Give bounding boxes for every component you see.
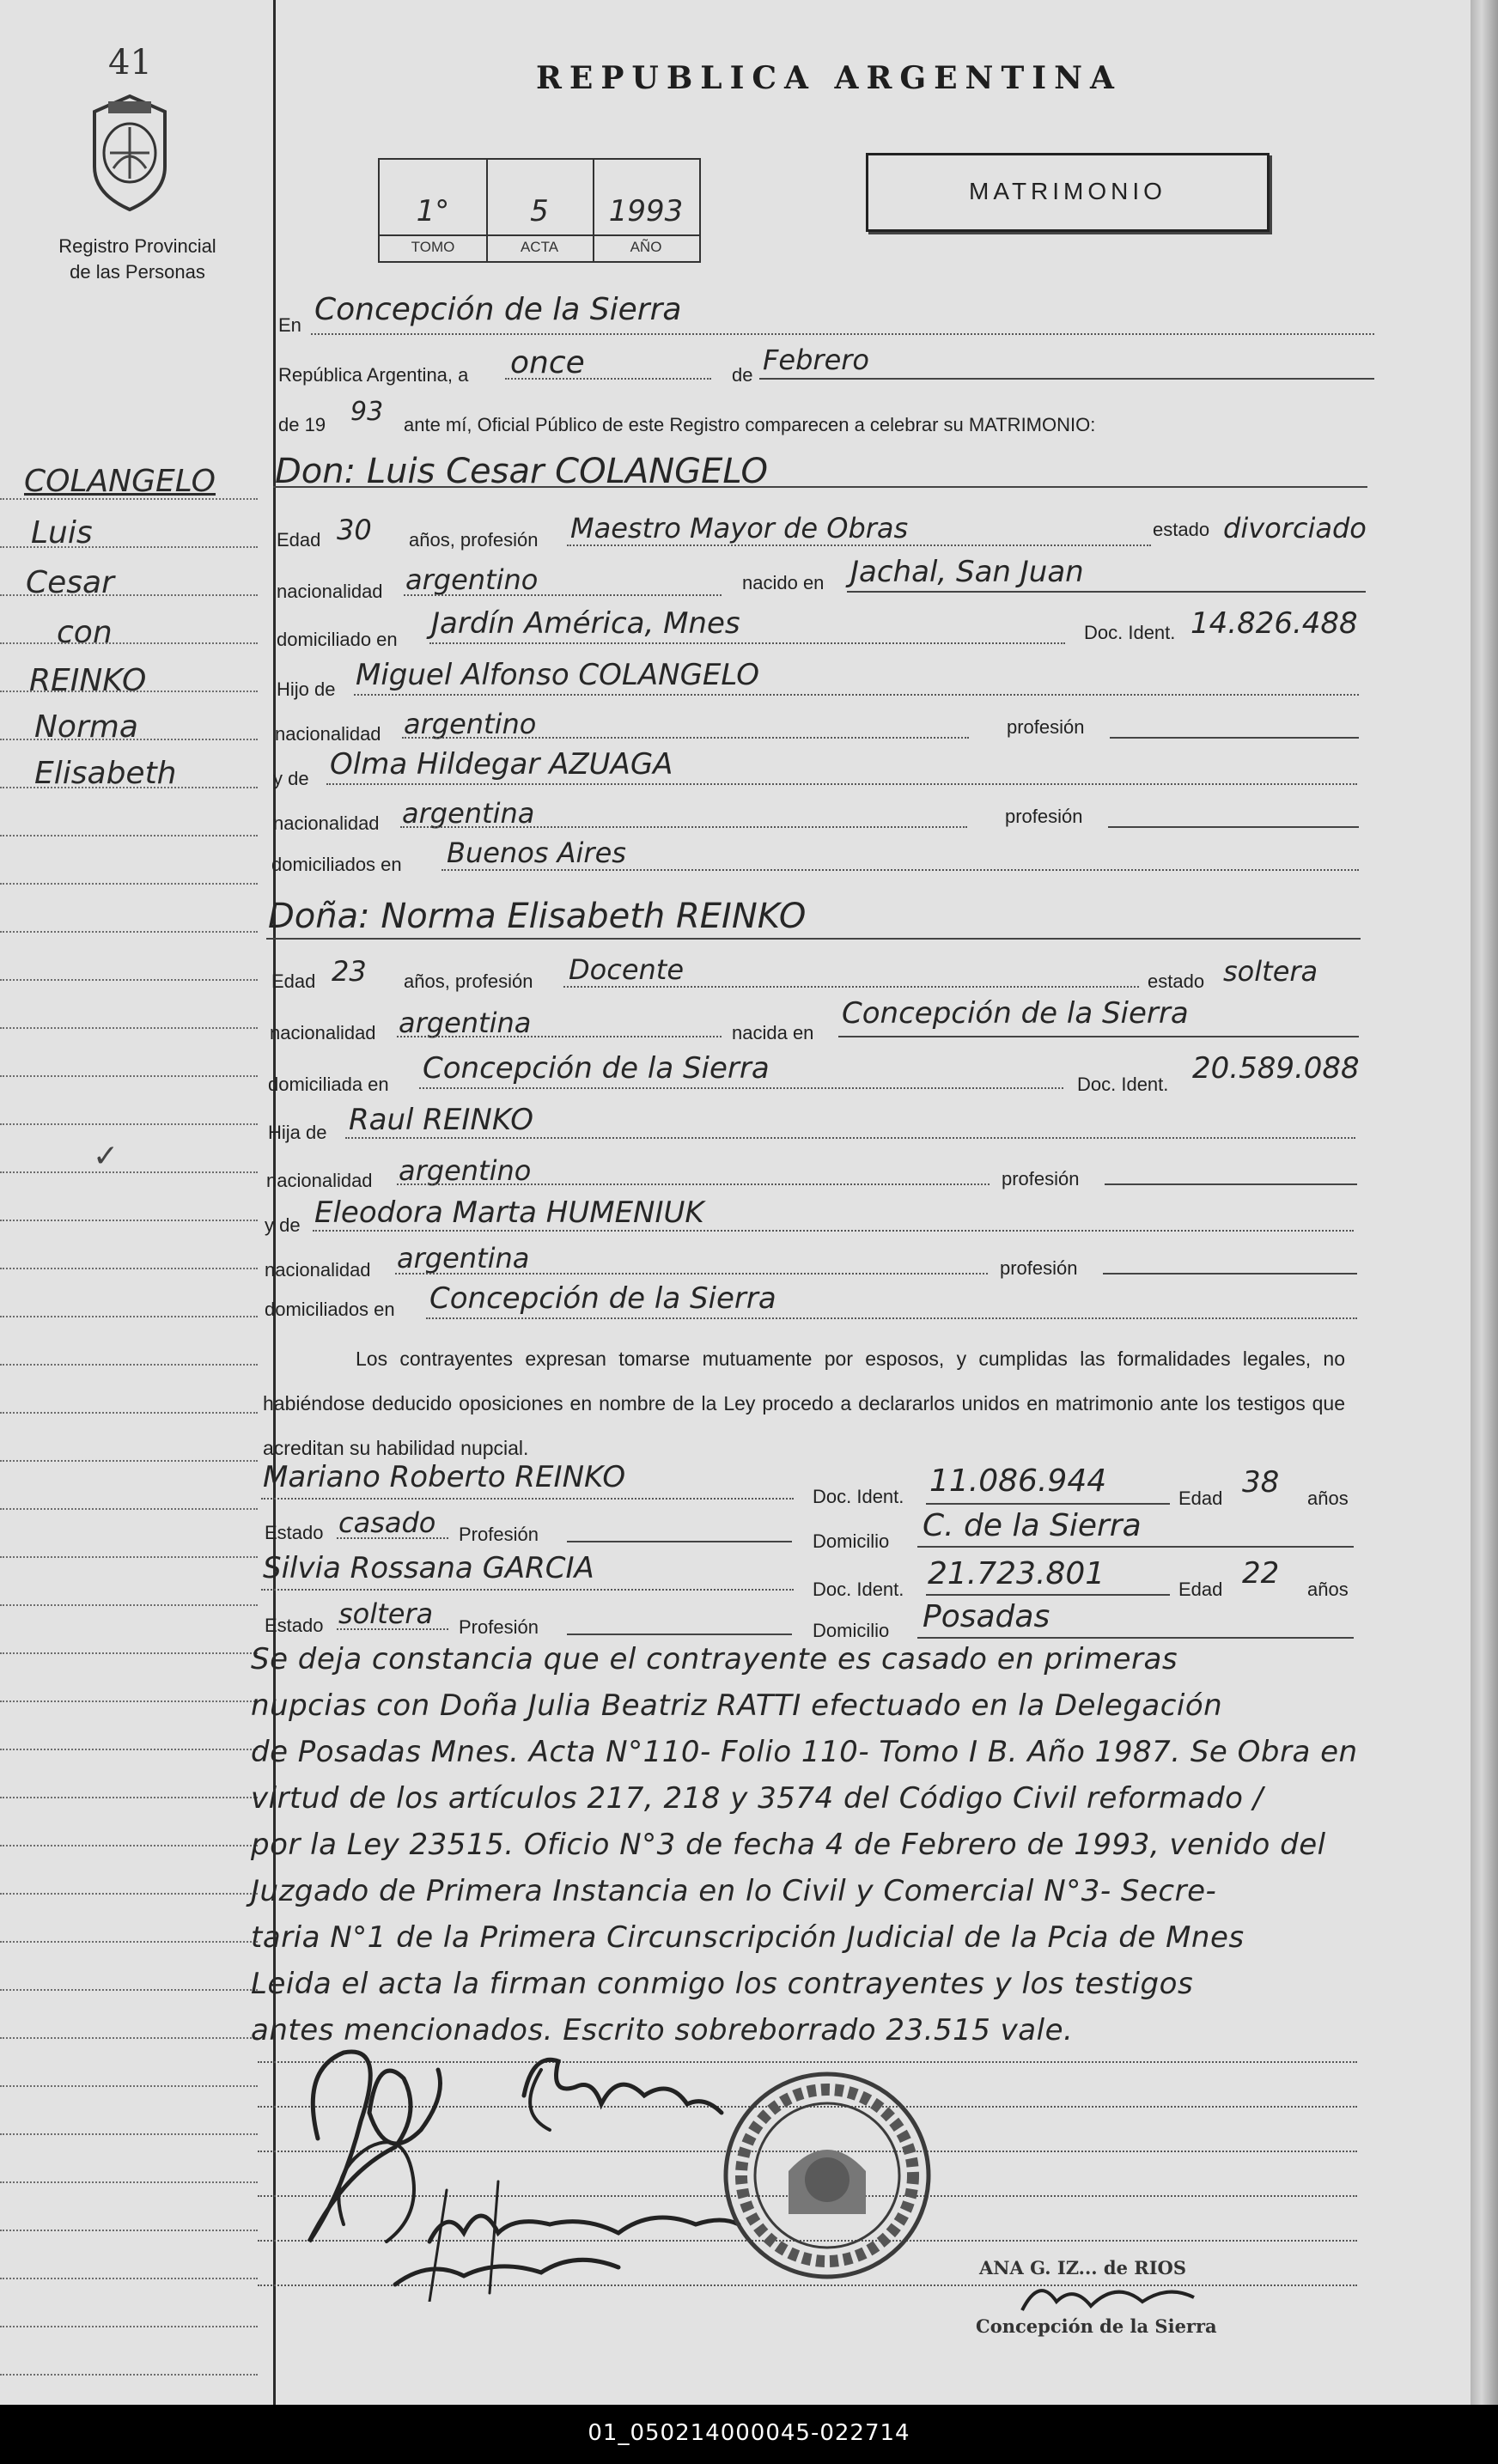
bride-doc-label: Doc. Ident. [1077,1074,1169,1095]
rule-bride-parents-domicile [426,1317,1357,1319]
provincial-coat-of-arms-icon [82,93,177,213]
rule-witness2-name [261,1589,794,1591]
bride-yde-label: y de [265,1214,301,1236]
tomo-label: TOMO [380,234,486,256]
groom-father-profesion-label: profesión [1007,716,1085,738]
witness1-profesion-label: Profesión [459,1524,539,1545]
act-reference-box [378,158,701,263]
anio-label: AÑO [593,234,699,256]
rule-bride [266,938,1361,940]
groom-estado-label: estado [1153,519,1210,540]
margin-rule [0,594,258,596]
groom-nacido-label: nacido en [742,572,825,593]
rule-groom-domicile [429,642,1065,644]
record-type-label: MATRIMONIO [969,178,1166,204]
margin-rule [0,2181,258,2183]
note-line-5: por la Ley 23515. Oficio N°3 de fecha 4 de Febrero de 1993, venido del [251,1828,1326,1862]
witness2-age: 22 [1242,1556,1280,1591]
witness1-domicilio-label: Domicilio [813,1530,890,1552]
margin-rule [0,2326,258,2327]
bride-parents-domicile: Concepción de la Sierra [429,1281,776,1316]
tomo-cell [380,160,488,261]
margin-rule [0,1556,258,1558]
acta-label: ACTA [486,234,593,256]
margin-rule [0,979,258,981]
groom-marital-status: divorciado [1223,512,1367,545]
margin-rule [0,1941,258,1943]
rule-groom-profession [567,545,1151,546]
bride-age: 23 [332,955,367,988]
rule-witness2-status [337,1628,448,1630]
official-signature [1014,2267,1203,2319]
note-line-8: Leida el acta la firman conmigo los contrayentes y los testigos [251,1967,1194,2001]
bride-domiciliada-label: domiciliada en [268,1074,389,1095]
groom-anos-profesion-label: años, profesión [409,529,539,551]
margin-rule [0,2085,258,2087]
groom-father: Miguel Alfonso COLANGELO [356,658,760,692]
margin-rule [0,1845,258,1846]
margin-rule [0,2374,258,2376]
rule-bride-father-profession [1105,1183,1357,1185]
margin-check-mark: ✓ [93,1138,119,1173]
groom-birthplace: Jachal, San Juan [850,555,1084,589]
bride-anos-profesion-label: años, profesión [404,970,533,992]
margin-groom-first-name: Luis [31,515,93,551]
groom-heading: Don: Luis Cesar COLANGELO [275,452,768,491]
page-number: 41 [108,43,152,82]
margin-bride-surname: REINKO [29,663,147,698]
official-place: Concepción de la Sierra [976,2315,1217,2337]
rule-groom-father [354,694,1359,696]
margin-rule [0,1171,258,1173]
margin-rule [0,739,258,740]
book-edge [1471,0,1498,2405]
groom-doc-label: Doc. Ident. [1084,622,1176,643]
groom-yde-label: y de [273,768,309,789]
groom-father-nacionalidad-label: nacionalidad [275,723,381,745]
rule-groom-parents-domicile [441,869,1359,871]
bride-mother-nationality: argentina [397,1242,530,1275]
bride-domiciliados-label: domiciliados en [265,1299,395,1320]
note-line-4: virtud de los artículos 217, 218 y 3574 del Código Civil reformado / [251,1781,1264,1816]
ceremony-month: Febrero [763,344,869,376]
witness2-doc: 21.723.801 [928,1556,1105,1591]
declaration-paragraph: Los contrayentes expresan tomarse mutuamente por esposos, y cumplidas las formalidades legales, no habiéndose deducido oposiciones en nombre de la Ley procedo a declararlos unidos en matrimonio ante los testigos que acreditan su habilidad nupcial. [263,1348,1345,1459]
margin-rule [0,1893,258,1895]
groom-domiciliado-label: domiciliado en [277,629,398,650]
bride-heading: Doña: Norma Elisabeth REINKO [268,897,807,936]
groom-domicile: Jardín América, Mnes [431,606,740,641]
rule-bride-father-nationality [397,1183,990,1185]
margin-rule [0,787,258,788]
witness1-age: 38 [1242,1465,1280,1500]
bride-birthplace: Concepción de la Sierra [842,996,1189,1031]
rule-groom-mother-profession [1108,826,1359,828]
rule-groom-mother [326,783,1357,785]
bride-nacionalidad-label: nacionalidad [270,1022,376,1043]
rule-day [505,378,711,380]
rule-witness1-doc [926,1503,1170,1505]
margin-rule [0,642,258,644]
rule-bride-father [345,1137,1355,1139]
margin-rule [0,1268,258,1269]
groom-parents-domicile: Buenos Aires [447,837,626,869]
witness2-profesion-label: Profesión [459,1616,539,1638]
rule-groom-father-profession [1110,737,1359,739]
witness1-status: casado [338,1506,436,1539]
margin-rule [0,2278,258,2279]
bride-father-nacionalidad-label: nacionalidad [266,1170,373,1191]
bride-nacida-label: nacida en [732,1022,814,1043]
margin-rule [0,931,258,933]
margin-rule [0,1027,258,1029]
groom-hijo-label: Hijo de [277,678,336,700]
margin-rule [0,1749,258,1750]
witness2-name: Silvia Rossana GARCIA [263,1551,594,1585]
groom-profession: Maestro Mayor de Obras [570,512,909,545]
registry-seal-icon [720,2068,935,2283]
de-label: de [732,364,753,386]
rule-groom [273,486,1367,488]
signatures [292,2018,773,2302]
note-line-2: nupcias con Doña Julia Beatriz RATTI efectuado en la Delegación [251,1688,1223,1723]
margin-groom-middle-name: Cesar [26,565,114,600]
margin-column [0,0,276,2405]
acta-value: 5 [530,194,549,228]
witness1-domicile: C. de la Sierra [923,1508,1142,1543]
republic-heading: REPUBLICA ARGENTINA [536,60,1122,96]
rule-witness2-doc [926,1594,1170,1596]
note-line-7: taria N°1 de la Primera Circunscripción Judicial de la Pcia de Mnes [251,1920,1245,1955]
witness1-estado-label: Estado [265,1522,324,1543]
rule-place [311,333,1374,335]
rule-witness2-profession [567,1634,792,1635]
margin-groom-surname: COLANGELO [24,464,216,499]
bride-mother-profesion-label: profesión [1000,1257,1078,1279]
groom-nationality: argentino [405,563,539,596]
margin-rule [0,2037,258,2039]
groom-mother-nacionalidad-label: nacionalidad [273,812,380,834]
bride-profession: Docente [569,953,685,986]
rule-bride-mother-profession [1103,1273,1357,1275]
margin-rule [0,1508,258,1510]
rule-groom-father-nationality [402,737,969,739]
tomo-value: 1° [416,194,450,228]
record-type-box [866,153,1270,232]
bride-father-nationality: argentino [399,1154,532,1187]
bride-marital-status: soltera [1223,955,1318,988]
margin-rule [0,1797,258,1798]
rule-witness2-domicile [917,1637,1354,1639]
rule-month [759,378,1374,380]
rule-witness1-status [337,1537,448,1539]
groom-mother-profesion-label: profesión [1005,806,1083,827]
margin-rule [0,2230,258,2231]
margin-rule [0,1075,258,1077]
margin-connector: con [57,615,113,650]
rule-bride-birthplace [838,1036,1359,1037]
witness1-doc-label: Doc. Ident. [813,1486,904,1507]
scan-identifier: 01_050214000045-022714 [588,2420,910,2446]
bride-nationality: argentina [399,1007,532,1039]
margin-rule [0,1412,258,1414]
groom-nacionalidad-label: nacionalidad [277,581,383,602]
margin-rule [0,1604,258,1606]
margin-rule [0,1220,258,1221]
bride-mother-nacionalidad-label: nacionalidad [265,1259,371,1281]
official-name: ANA G. IZ... de RIOS [979,2257,1187,2278]
margin-bride-first-name: Norma [34,709,138,745]
margin-bride-middle-name: Elisabeth [34,756,177,791]
en-label: En [278,314,301,336]
margin-rule [0,1460,258,1462]
rule-witness1-domicile [917,1546,1354,1548]
witness2-status: soltera [338,1597,434,1630]
margin-rule [0,835,258,837]
note-line-6: Juzgado de Primera Instancia en lo Civil y Comercial N°3- Secre- [251,1874,1217,1908]
bride-mother: Eleodora Marta HUMENIUK [314,1195,704,1230]
margin-rule [0,498,258,500]
groom-edad-label: Edad [277,529,321,551]
republica-label: República Argentina, a [278,364,469,386]
rule-bride-mother [313,1230,1354,1232]
rule-groom-birthplace [847,591,1366,593]
anio-cell [593,160,699,261]
margin-rule [0,2133,258,2135]
registry-name-line1: Registro Provincial [58,235,216,257]
margin-rule [0,883,258,885]
rule-witness1-profession [567,1541,792,1542]
registry-name [17,234,258,285]
witness1-edad-label: Edad [1178,1488,1223,1509]
registry-name-line2: de las Personas [70,261,205,283]
year-suffix: 93 [350,397,384,427]
witness2-domicile: Posadas [923,1599,1050,1634]
groom-mother: Olma Hildegar AZUAGA [330,747,673,782]
witness1-anos-label: años [1307,1488,1349,1509]
ceremony-day: once [510,345,585,380]
acta-cell [486,160,594,261]
ceremony-place: Concepción de la Sierra [314,292,682,327]
bride-father-profesion-label: profesión [1002,1168,1080,1189]
bride-doc: 20.589.088 [1192,1051,1360,1086]
witness2-domicilio-label: Domicilio [813,1620,890,1641]
rule-bride-nationality [397,1036,722,1037]
groom-domiciliados-label: domiciliados en [271,854,402,875]
margin-rule [0,1700,258,1702]
anio-value: 1993 [608,194,684,228]
bride-hija-label: Hija de [268,1122,327,1143]
year-prefix: de 19 [278,414,326,435]
rule-groom-nationality [404,594,722,596]
groom-doc: 14.826.488 [1190,606,1358,641]
rule-bride-mother-nationality [395,1273,988,1275]
groom-father-nationality: argentino [404,708,537,740]
margin-rule [0,1652,258,1654]
intro-statement: ante mí, Oficial Público de este Registro comparecen a celebrar su MATRIMONIO: [404,414,1096,435]
bride-father: Raul REINKO [349,1103,533,1137]
margin-rule [0,1316,258,1317]
bride-domicile: Concepción de la Sierra [423,1051,770,1086]
note-line-3: de Posadas Mnes. Acta N°110- Folio 110- Tomo I B. Año 1987. Se Obra en [251,1735,1358,1769]
scan-footer [0,2405,1498,2464]
note-line-9: antes mencionados. Escrito sobreborrado 23.515 vale. [251,2013,1074,2047]
rule-bride-domicile [419,1087,1063,1089]
margin-rule [0,546,258,548]
rule-groom-mother-nationality [400,826,967,828]
rule-witness1-name [261,1498,794,1500]
witness1-doc: 11.086.944 [929,1463,1107,1499]
groom-age: 30 [337,514,372,546]
bride-edad-label: Edad [271,970,316,992]
margin-rule [0,1123,258,1125]
margin-rule [0,1989,258,1991]
witness1-name: Mariano Roberto REINKO [263,1460,626,1494]
groom-mother-nationality: argentina [402,797,535,830]
bride-estado-label: estado [1148,970,1205,992]
margin-rule [0,1364,258,1366]
rule-bride-profession [563,986,1139,988]
witness2-estado-label: Estado [265,1615,324,1636]
note-line-1: Se deja constancia que el contrayente es casado en primeras [251,1642,1178,1676]
witness2-doc-label: Doc. Ident. [813,1579,904,1600]
witness2-anos-label: años [1307,1579,1349,1600]
margin-rule [0,691,258,692]
witness2-edad-label: Edad [1178,1579,1223,1600]
